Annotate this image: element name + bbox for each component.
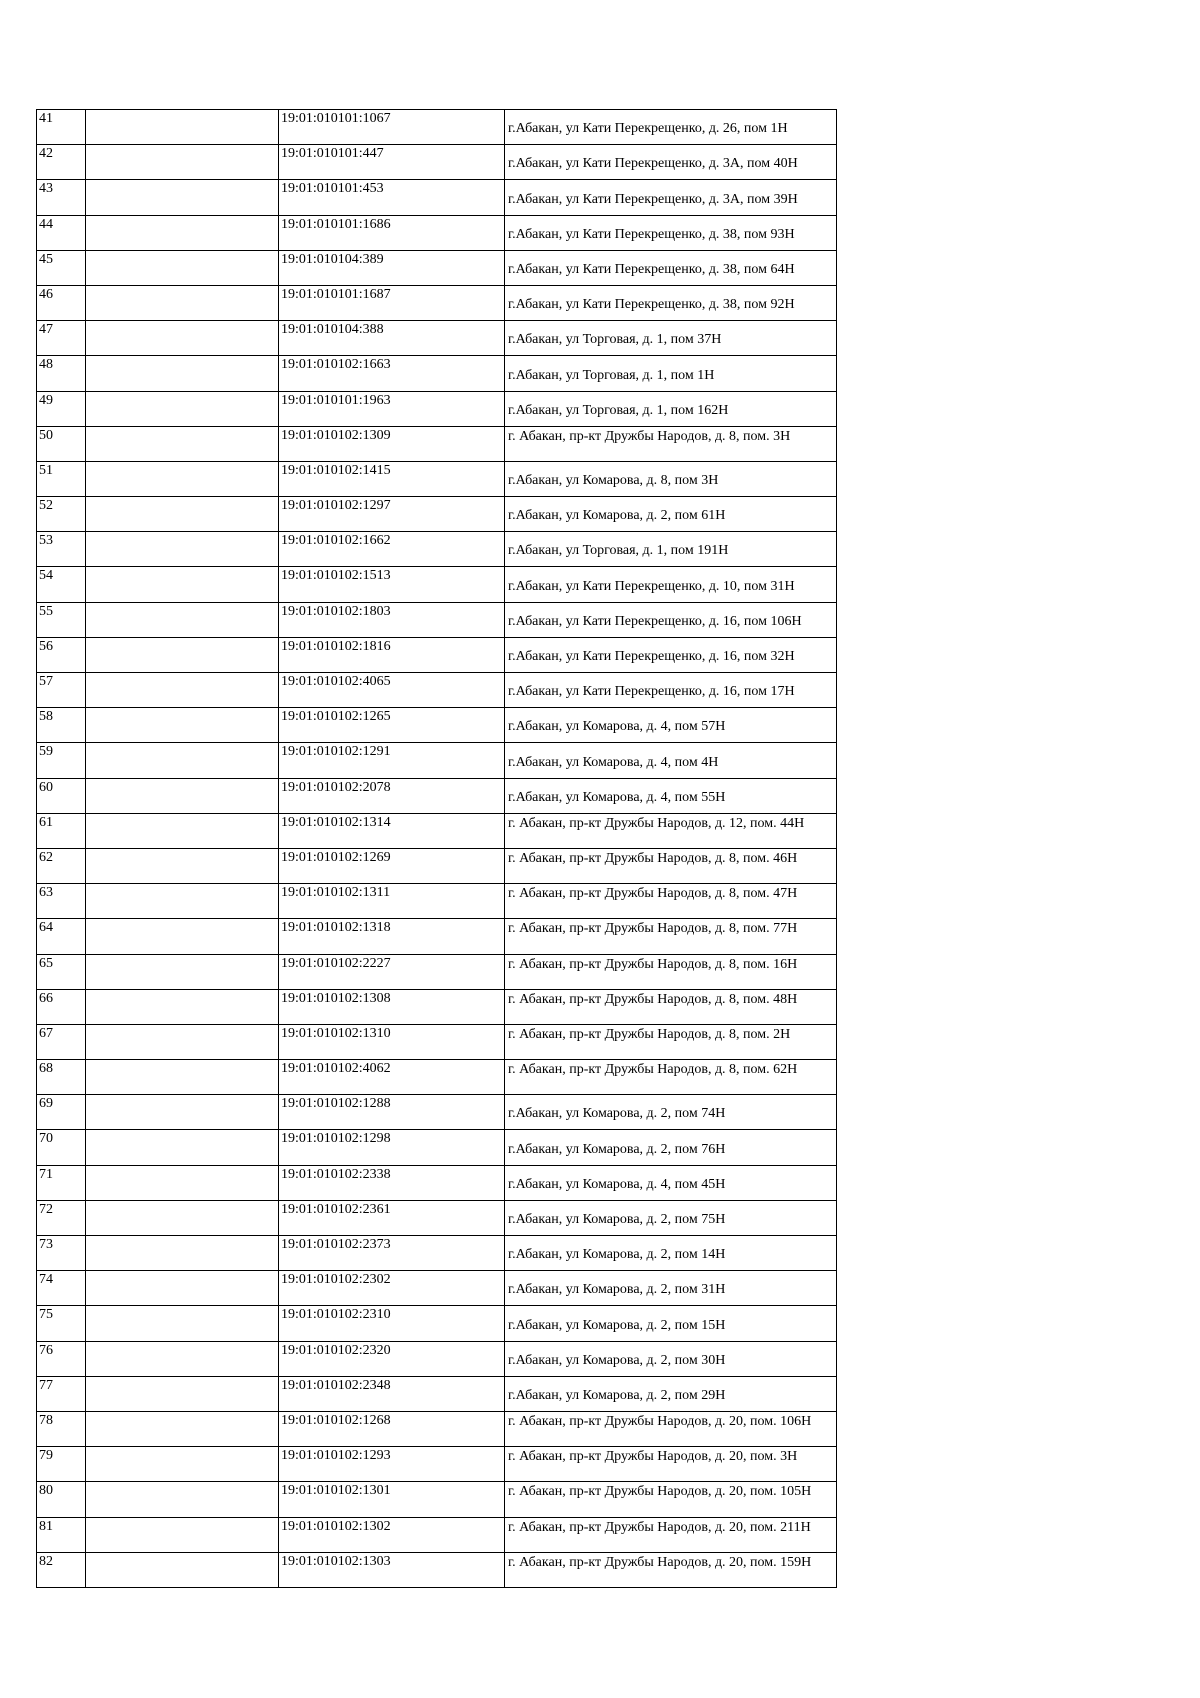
address-cell: г. Абакан, пр-кт Дружбы Народов, д. 8, пом. 62Н [505, 1060, 837, 1095]
cadastral-number-cell: 19:01:010102:1310 [279, 1024, 505, 1059]
table-row [37, 778, 837, 813]
address-cell: г.Абакан, ул Комарова, д. 2, пом 74Н [505, 1095, 837, 1130]
table-row [37, 813, 837, 848]
table-row [37, 1411, 837, 1446]
table-row [37, 1024, 837, 1059]
cadastral-number-cell: 19:01:010102:1662 [279, 532, 505, 567]
row-number-cell: 63 [37, 884, 86, 919]
empty-cell [86, 1341, 279, 1376]
table-row [37, 637, 837, 672]
table-row [37, 497, 837, 532]
address-cell: г.Абакан, ул Кати Перекрещенко, д. 16, пом 32Н [505, 637, 837, 672]
empty-cell [86, 1517, 279, 1552]
cadastral-number-cell: 19:01:010102:1291 [279, 743, 505, 778]
cadastral-number-cell: 19:01:010102:1663 [279, 356, 505, 391]
cadastral-number-cell: 19:01:010102:1297 [279, 497, 505, 532]
empty-cell [86, 1306, 279, 1341]
cadastral-number-cell: 19:01:010101:453 [279, 180, 505, 215]
empty-cell [86, 426, 279, 461]
empty-cell [86, 356, 279, 391]
empty-cell [86, 743, 279, 778]
address-cell: г.Абакан, ул Кати Перекрещенко, д. 38, пом 92Н [505, 285, 837, 320]
address-cell: г.Абакан, ул Комарова, д. 2, пом 76Н [505, 1130, 837, 1165]
cadastral-number-cell: 19:01:010102:2348 [279, 1376, 505, 1411]
cadastral-number-cell: 19:01:010102:1293 [279, 1447, 505, 1482]
table-row [37, 567, 837, 602]
table-row [37, 1341, 837, 1376]
empty-cell [86, 250, 279, 285]
table-row [37, 285, 837, 320]
empty-cell [86, 1200, 279, 1235]
cadastral-number-cell: 19:01:010102:1268 [279, 1411, 505, 1446]
table-row [37, 250, 837, 285]
row-number-cell: 49 [37, 391, 86, 426]
empty-cell [86, 1271, 279, 1306]
row-number-cell: 44 [37, 215, 86, 250]
address-cell: г. Абакан, пр-кт Дружбы Народов, д. 20, пом. 106Н [505, 1411, 837, 1446]
cadastral-number-cell: 19:01:010102:1311 [279, 884, 505, 919]
cadastral-number-cell: 19:01:010102:4065 [279, 673, 505, 708]
cadastral-number-cell: 19:01:010101:1687 [279, 285, 505, 320]
table-row [37, 532, 837, 567]
empty-cell [86, 532, 279, 567]
row-number-cell: 65 [37, 954, 86, 989]
cadastral-number-cell: 19:01:010102:1318 [279, 919, 505, 954]
address-cell: г.Абакан, ул Торговая, д. 1, пом 162Н [505, 391, 837, 426]
cadastral-number-cell: 19:01:010102:1269 [279, 848, 505, 883]
table-row [37, 321, 837, 356]
address-cell: г. Абакан, пр-кт Дружбы Народов, д. 20, пом. 3Н [505, 1447, 837, 1482]
empty-cell [86, 848, 279, 883]
row-number-cell: 61 [37, 813, 86, 848]
cadastral-number-cell: 19:01:010102:2302 [279, 1271, 505, 1306]
row-number-cell: 56 [37, 637, 86, 672]
row-number-cell: 51 [37, 461, 86, 496]
table-row [37, 391, 837, 426]
address-cell: г. Абакан, пр-кт Дружбы Народов, д. 8, пом. 2Н [505, 1024, 837, 1059]
address-cell: г.Абакан, ул Кати Перекрещенко, д. 38, пом 93Н [505, 215, 837, 250]
row-number-cell: 69 [37, 1095, 86, 1130]
table-row [37, 602, 837, 637]
address-cell: г.Абакан, ул Кати Перекрещенко, д. 10, пом 31Н [505, 567, 837, 602]
table-row [37, 1306, 837, 1341]
table-row [37, 884, 837, 919]
address-cell: г. Абакан, пр-кт Дружбы Народов, д. 8, пом. 46Н [505, 848, 837, 883]
row-number-cell: 68 [37, 1060, 86, 1095]
empty-cell [86, 567, 279, 602]
empty-cell [86, 919, 279, 954]
address-cell: г.Абакан, ул Кати Перекрещенко, д. 3А, пом 39Н [505, 180, 837, 215]
empty-cell [86, 180, 279, 215]
table-row [37, 145, 837, 180]
empty-cell [86, 1447, 279, 1482]
table-row [37, 1060, 837, 1095]
address-cell: г.Абакан, ул Комарова, д. 2, пом 31Н [505, 1271, 837, 1306]
cadastral-number-cell: 19:01:010102:1415 [279, 461, 505, 496]
address-cell: г.Абакан, ул Комарова, д. 2, пом 15Н [505, 1306, 837, 1341]
cadastral-number-cell: 19:01:010102:2078 [279, 778, 505, 813]
row-number-cell: 60 [37, 778, 86, 813]
row-number-cell: 64 [37, 919, 86, 954]
row-number-cell: 46 [37, 285, 86, 320]
empty-cell [86, 884, 279, 919]
row-number-cell: 47 [37, 321, 86, 356]
row-number-cell: 41 [37, 110, 86, 145]
cadastral-number-cell: 19:01:010102:1265 [279, 708, 505, 743]
cadastral-number-cell: 19:01:010102:1303 [279, 1552, 505, 1587]
row-number-cell: 48 [37, 356, 86, 391]
address-cell: г. Абакан, пр-кт Дружбы Народов, д. 8, пом. 16Н [505, 954, 837, 989]
cadastral-number-cell: 19:01:010102:1314 [279, 813, 505, 848]
empty-cell [86, 602, 279, 637]
cadastral-number-cell: 19:01:010102:1308 [279, 989, 505, 1024]
empty-cell [86, 1060, 279, 1095]
table-row [37, 1200, 837, 1235]
row-number-cell: 70 [37, 1130, 86, 1165]
cadastral-number-cell: 19:01:010102:2338 [279, 1165, 505, 1200]
row-number-cell: 77 [37, 1376, 86, 1411]
address-cell: г.Абакан, ул Комарова, д. 2, пом 14Н [505, 1236, 837, 1271]
row-number-cell: 76 [37, 1341, 86, 1376]
row-number-cell: 50 [37, 426, 86, 461]
address-cell: г.Абакан, ул Кати Перекрещенко, д. 16, пом 106Н [505, 602, 837, 637]
cadastral-number-cell: 19:01:010101:1067 [279, 110, 505, 145]
cadastral-number-cell: 19:01:010101:447 [279, 145, 505, 180]
empty-cell [86, 954, 279, 989]
empty-cell [86, 1130, 279, 1165]
table-row [37, 954, 837, 989]
empty-cell [86, 497, 279, 532]
address-cell: г.Абакан, ул Торговая, д. 1, пом 1Н [505, 356, 837, 391]
table-row [37, 1095, 837, 1130]
cadastral-number-cell: 19:01:010102:1309 [279, 426, 505, 461]
table-row [37, 1236, 837, 1271]
address-cell: г. Абакан, пр-кт Дружбы Народов, д. 20, пом. 159Н [505, 1552, 837, 1587]
registry-table-body [37, 110, 837, 1588]
cadastral-number-cell: 19:01:010101:1686 [279, 215, 505, 250]
cadastral-number-cell: 19:01:010102:1288 [279, 1095, 505, 1130]
table-row [37, 1165, 837, 1200]
empty-cell [86, 321, 279, 356]
row-number-cell: 62 [37, 848, 86, 883]
table-row [37, 1482, 837, 1517]
table-row [37, 1447, 837, 1482]
empty-cell [86, 1236, 279, 1271]
empty-cell [86, 1411, 279, 1446]
cadastral-number-cell: 19:01:010102:1513 [279, 567, 505, 602]
table-row [37, 180, 837, 215]
row-number-cell: 78 [37, 1411, 86, 1446]
address-cell: г. Абакан, пр-кт Дружбы Народов, д. 8, пом. 77Н [505, 919, 837, 954]
cadastral-number-cell: 19:01:010102:1816 [279, 637, 505, 672]
address-cell: г.Абакан, ул Кати Перекрещенко, д. 16, пом 17Н [505, 673, 837, 708]
cadastral-number-cell: 19:01:010102:2320 [279, 1341, 505, 1376]
address-cell: г. Абакан, пр-кт Дружбы Народов, д. 8, пом. 3Н [505, 426, 837, 461]
address-cell: г.Абакан, ул Комарова, д. 2, пом 30Н [505, 1341, 837, 1376]
row-number-cell: 45 [37, 250, 86, 285]
empty-cell [86, 285, 279, 320]
table-row [37, 215, 837, 250]
empty-cell [86, 110, 279, 145]
cadastral-number-cell: 19:01:010102:1302 [279, 1517, 505, 1552]
row-number-cell: 79 [37, 1447, 86, 1482]
row-number-cell: 75 [37, 1306, 86, 1341]
row-number-cell: 59 [37, 743, 86, 778]
address-cell: г. Абакан, пр-кт Дружбы Народов, д. 8, пом. 48Н [505, 989, 837, 1024]
row-number-cell: 74 [37, 1271, 86, 1306]
table-row [37, 919, 837, 954]
address-cell: г.Абакан, ул Комарова, д. 4, пом 45Н [505, 1165, 837, 1200]
address-cell: г.Абакан, ул Комарова, д. 2, пом 75Н [505, 1200, 837, 1235]
empty-cell [86, 708, 279, 743]
cadastral-number-cell: 19:01:010102:1301 [279, 1482, 505, 1517]
address-cell: г.Абакан, ул Комарова, д. 4, пом 55Н [505, 778, 837, 813]
table-row [37, 708, 837, 743]
table-row [37, 1271, 837, 1306]
cadastral-number-cell: 19:01:010101:1963 [279, 391, 505, 426]
row-number-cell: 42 [37, 145, 86, 180]
row-number-cell: 53 [37, 532, 86, 567]
empty-cell [86, 1165, 279, 1200]
empty-cell [86, 778, 279, 813]
address-cell: г.Абакан, ул Комарова, д. 4, пом 4Н [505, 743, 837, 778]
row-number-cell: 54 [37, 567, 86, 602]
row-number-cell: 72 [37, 1200, 86, 1235]
address-cell: г.Абакан, ул Кати Перекрещенко, д. 38, пом 64Н [505, 250, 837, 285]
cadastral-number-cell: 19:01:010102:2227 [279, 954, 505, 989]
address-cell: г.Абакан, ул Комарова, д. 2, пом 29Н [505, 1376, 837, 1411]
row-number-cell: 73 [37, 1236, 86, 1271]
empty-cell [86, 1482, 279, 1517]
cadastral-number-cell: 19:01:010102:2361 [279, 1200, 505, 1235]
empty-cell [86, 673, 279, 708]
table-row [37, 1130, 837, 1165]
row-number-cell: 67 [37, 1024, 86, 1059]
empty-cell [86, 1552, 279, 1587]
empty-cell [86, 989, 279, 1024]
cadastral-number-cell: 19:01:010104:389 [279, 250, 505, 285]
row-number-cell: 43 [37, 180, 86, 215]
address-cell: г. Абакан, пр-кт Дружбы Народов, д. 12, пом. 44Н [505, 813, 837, 848]
row-number-cell: 81 [37, 1517, 86, 1552]
cadastral-number-cell: 19:01:010102:1298 [279, 1130, 505, 1165]
cadastral-number-cell: 19:01:010102:4062 [279, 1060, 505, 1095]
empty-cell [86, 461, 279, 496]
address-cell: г.Абакан, ул Торговая, д. 1, пом 37Н [505, 321, 837, 356]
table-row [37, 848, 837, 883]
row-number-cell: 57 [37, 673, 86, 708]
empty-cell [86, 1095, 279, 1130]
empty-cell [86, 145, 279, 180]
table-row [37, 989, 837, 1024]
cadastral-number-cell: 19:01:010104:388 [279, 321, 505, 356]
empty-cell [86, 1024, 279, 1059]
address-cell: г.Абакан, ул Кати Перекрещенко, д. 26, пом 1Н [505, 110, 837, 145]
cadastral-number-cell: 19:01:010102:1803 [279, 602, 505, 637]
address-cell: г. Абакан, пр-кт Дружбы Народов, д. 20, пом. 105Н [505, 1482, 837, 1517]
empty-cell [86, 215, 279, 250]
address-cell: г.Абакан, ул Комарова, д. 8, пом 3Н [505, 461, 837, 496]
address-cell: г.Абакан, ул Кати Перекрещенко, д. 3А, пом 40Н [505, 145, 837, 180]
table-row [37, 673, 837, 708]
empty-cell [86, 391, 279, 426]
row-number-cell: 55 [37, 602, 86, 637]
row-number-cell: 82 [37, 1552, 86, 1587]
property-registry-table [36, 109, 837, 1588]
table-row [37, 1552, 837, 1587]
address-cell: г.Абакан, ул Комарова, д. 2, пом 61Н [505, 497, 837, 532]
table-row [37, 1517, 837, 1552]
table-row [37, 110, 837, 145]
table-row [37, 743, 837, 778]
table-row [37, 356, 837, 391]
row-number-cell: 71 [37, 1165, 86, 1200]
address-cell: г. Абакан, пр-кт Дружбы Народов, д. 20, пом. 211Н [505, 1517, 837, 1552]
table-row [37, 461, 837, 496]
address-cell: г.Абакан, ул Торговая, д. 1, пом 191Н [505, 532, 837, 567]
row-number-cell: 80 [37, 1482, 86, 1517]
table-row [37, 426, 837, 461]
table-row [37, 1376, 837, 1411]
address-cell: г.Абакан, ул Комарова, д. 4, пом 57Н [505, 708, 837, 743]
empty-cell [86, 1376, 279, 1411]
row-number-cell: 58 [37, 708, 86, 743]
row-number-cell: 52 [37, 497, 86, 532]
row-number-cell: 66 [37, 989, 86, 1024]
address-cell: г. Абакан, пр-кт Дружбы Народов, д. 8, пом. 47Н [505, 884, 837, 919]
cadastral-number-cell: 19:01:010102:2373 [279, 1236, 505, 1271]
empty-cell [86, 813, 279, 848]
empty-cell [86, 637, 279, 672]
cadastral-number-cell: 19:01:010102:2310 [279, 1306, 505, 1341]
